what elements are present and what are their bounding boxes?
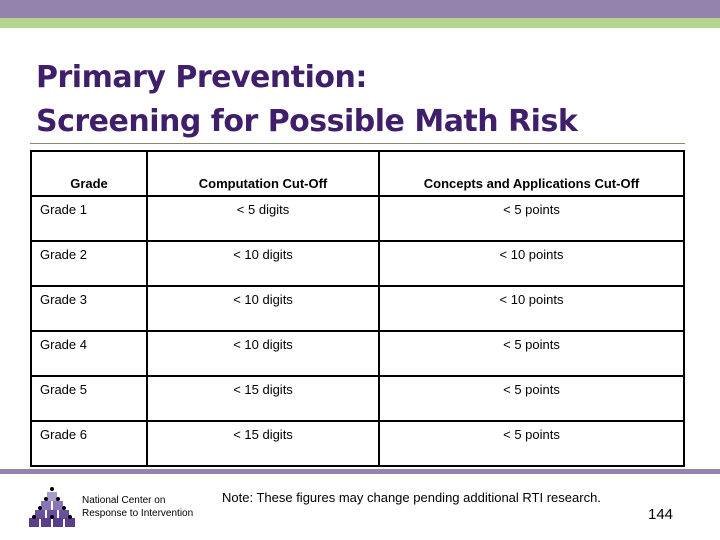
cutoff-table [30, 150, 685, 467]
title-divider [30, 143, 685, 144]
org-line-1: National Center on [82, 495, 166, 506]
computation-cell: < 10 digits [147, 241, 379, 286]
computation-cell: < 15 digits [147, 421, 379, 466]
concepts-cell: < 5 points [379, 376, 684, 421]
grade-cell: Grade 3 [31, 286, 147, 331]
org-name [82, 494, 193, 520]
table-row [31, 196, 684, 241]
footnote: Note: These figures may change pending additional RTI research. [222, 490, 601, 505]
concepts-cell: < 5 points [379, 421, 684, 466]
concepts-cell: < 5 points [379, 196, 684, 241]
slide-title [36, 56, 577, 144]
grade-cell: Grade 5 [31, 376, 147, 421]
table-row [31, 331, 684, 376]
table-row [31, 286, 684, 331]
grade-cell: Grade 4 [31, 331, 147, 376]
table-row [31, 241, 684, 286]
computation-cell: < 5 digits [147, 196, 379, 241]
table-header-row [31, 151, 684, 196]
top-purple-bar [0, 0, 720, 18]
table-row [31, 376, 684, 421]
grade-cell: Grade 1 [31, 196, 147, 241]
computation-cell: < 10 digits [147, 331, 379, 376]
page-number: 144 [648, 506, 674, 523]
computation-cell: < 10 digits [147, 286, 379, 331]
header-computation: Computation Cut-Off [147, 151, 379, 196]
footer-divider [0, 469, 720, 474]
header-concepts: Concepts and Applications Cut-Off [379, 151, 684, 196]
top-green-bar [0, 18, 720, 28]
title-line-2: Screening for Possible Math Risk [36, 104, 578, 139]
org-line-2: Response to Intervention [82, 508, 194, 519]
header-grade: Grade [31, 151, 147, 196]
grade-cell: Grade 2 [31, 241, 147, 286]
concepts-cell: < 10 points [379, 241, 684, 286]
table-row [31, 421, 684, 466]
title-line-1: Primary Prevention: [36, 60, 367, 95]
computation-cell: < 15 digits [147, 376, 379, 421]
ncrti-logo-icon [28, 486, 78, 528]
grade-cell: Grade 6 [31, 421, 147, 466]
concepts-cell: < 5 points [379, 331, 684, 376]
concepts-cell: < 10 points [379, 286, 684, 331]
